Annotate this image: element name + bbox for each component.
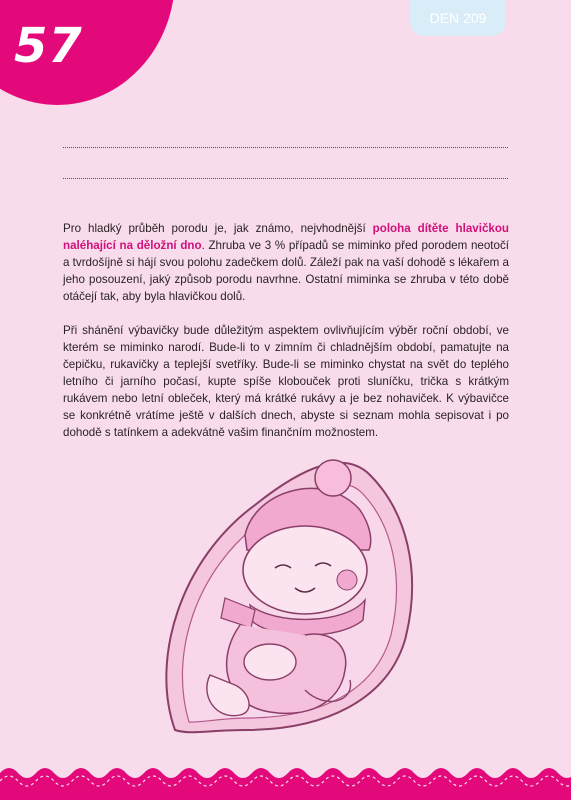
- p1-rest: . Zhruba ve 3 % případů se miminko před porodem neotočí a tvrdošíjně si hájí svou polohu zadečkem dolů. Záleží pak na vaší dohodě s lékařem a jeho posouzení, jaký způsob porodu navrhne. Ostatní miminka se zhruba v této době otáčejí tak, aby byla hlavičkou dolů.: [63, 239, 509, 303]
- p1-highlight: poloha dítěte hlavičkou naléhající na děložní dno: [63, 222, 509, 252]
- paragraph-2: Při shánění výbavičky bude důležitým aspektem ovlivňujícím výběr roční období, ve kterém se miminko narodí. Bude-li to v zimním či chladnějším období, pamatujte na čepičku, rukavičky a teplejší svetříky. Bude-li se miminko chystat na svět do teplého letního či jarního počasí, kupte spíše klobouček proti sluníčku, trička s krátkým rukávem nebo letní obleček, který má krátké rukávy a je bez nohaviček. K výbavičce se konkrétně vrátíme ještě v dalších dnech, abyste si seznam mohla sepisovat i po dohodě s tatínkem a adekvátně vašim finančním možnostem.: [63, 324, 509, 439]
- week-number: 57: [14, 18, 83, 74]
- p1-intro: Pro hladký průběh porodu je, jak známo, nejvhodnější: [63, 222, 373, 235]
- article-body: [63, 220, 509, 458]
- footer-wave: [0, 755, 571, 800]
- day-label: DEN 209: [410, 0, 506, 36]
- note-line-1: [63, 147, 508, 148]
- note-line-2: [63, 178, 508, 179]
- paragraph-1: [63, 220, 509, 305]
- baby-in-womb-illustration: [155, 430, 425, 740]
